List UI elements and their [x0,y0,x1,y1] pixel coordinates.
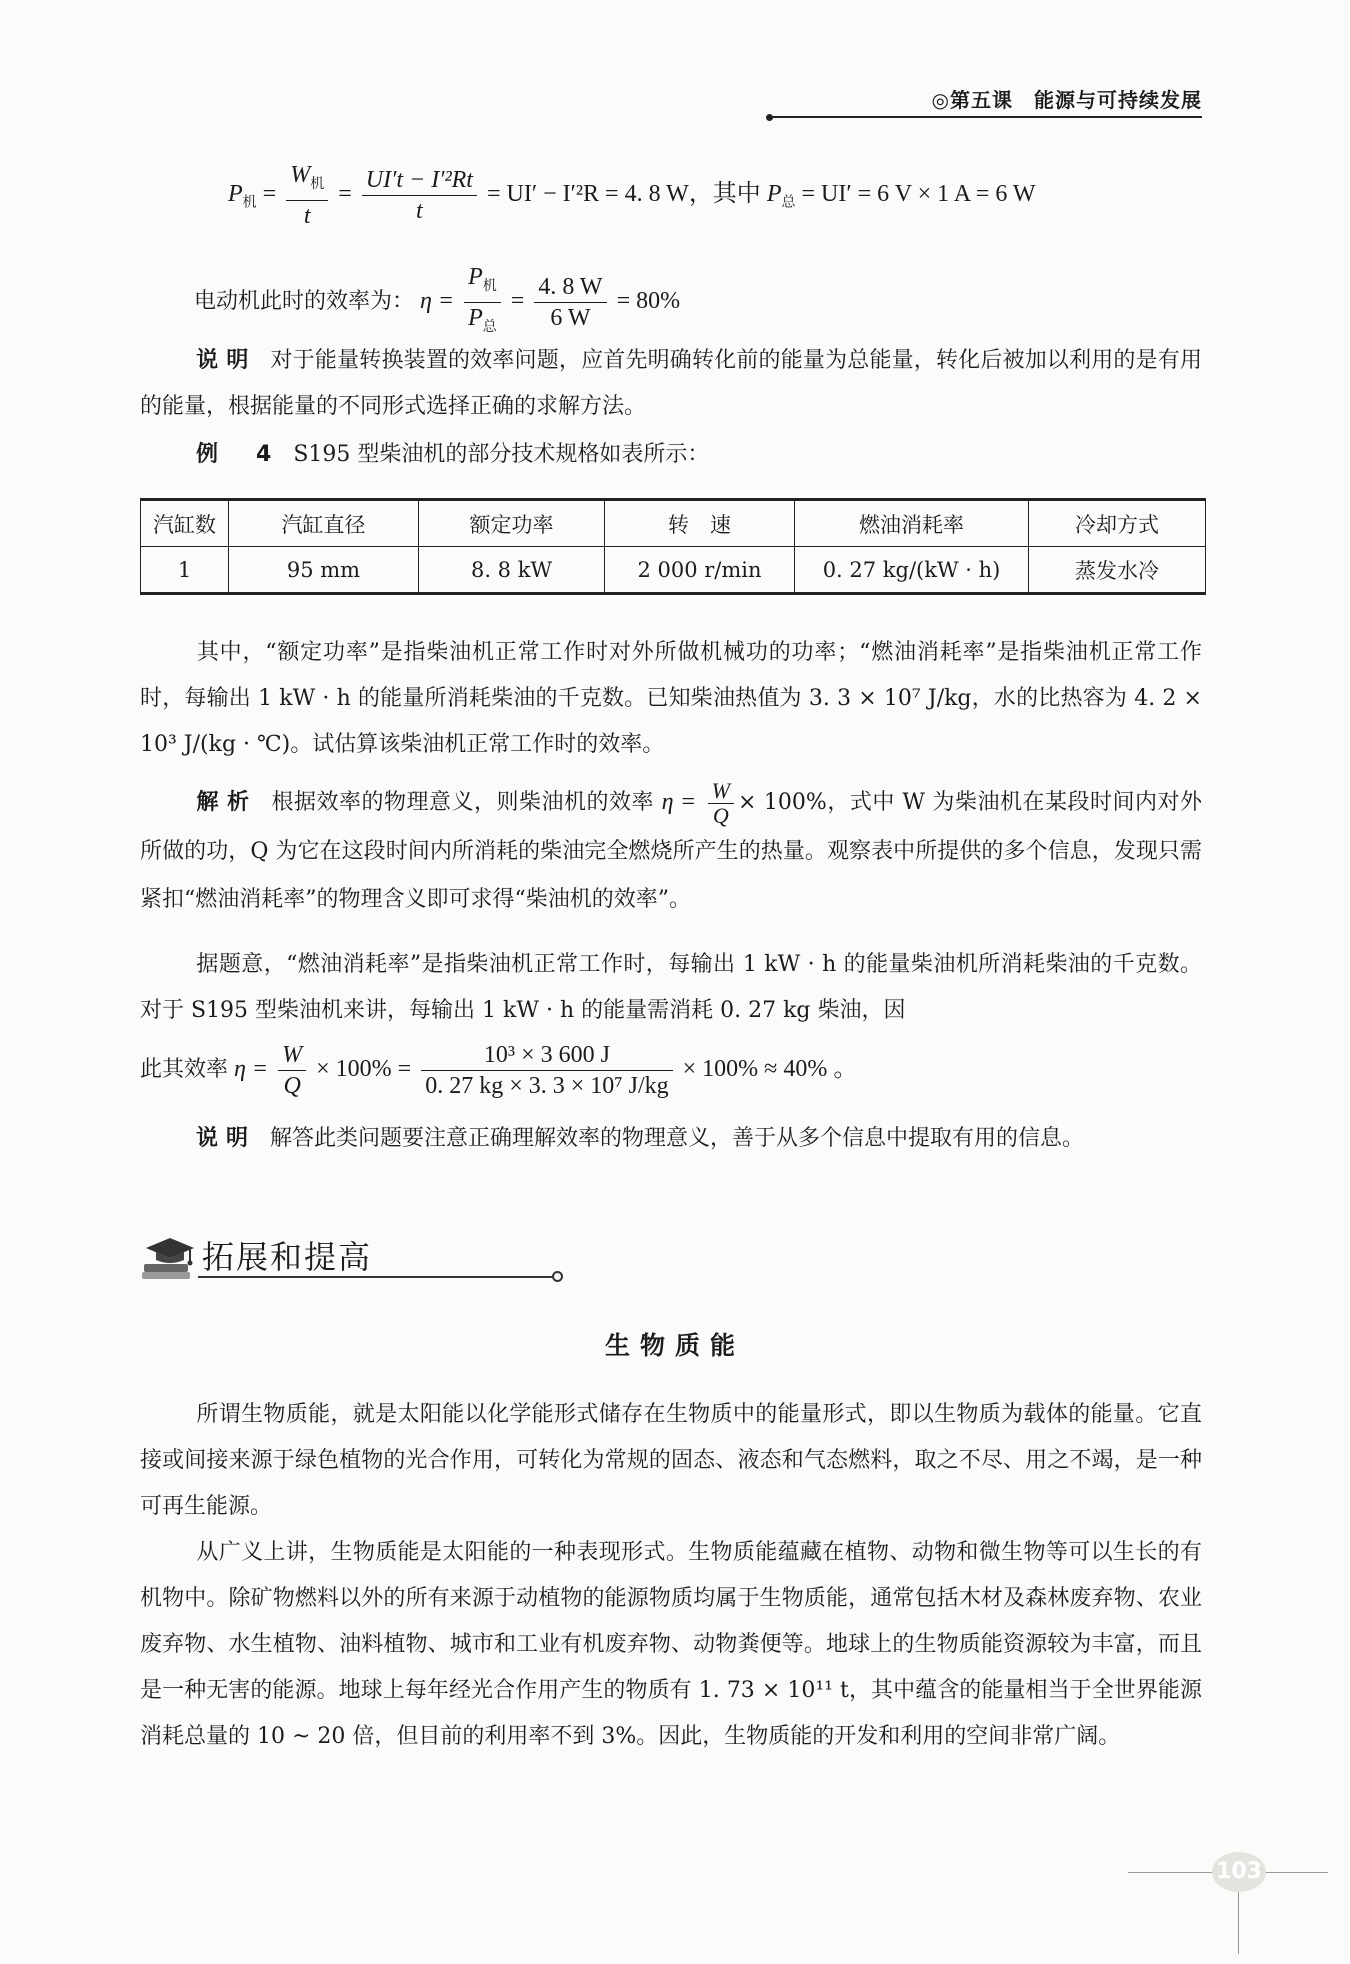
formula-mid: × 100% = [316,1056,412,1083]
symbol-p: P [468,304,483,331]
symbol-eta: η = [661,789,697,815]
table-header-cell: 汽缸数 [141,500,229,547]
header-rule [770,116,1202,118]
table-header-cell: 冷却方式 [1029,500,1206,547]
table-cell: 1 [141,547,229,594]
table-header-row [141,500,1206,547]
formula-diesel-efficiency [140,1040,857,1101]
section-circle [552,1271,563,1282]
symbol-t: t [416,197,423,224]
symbol-q: Q [283,1073,301,1099]
solution [140,942,1202,1034]
page-number: 103 [1212,1852,1266,1892]
denominator: 0. 27 kg × 3. 3 × 10⁷ J/kg [425,1073,669,1099]
table-header-cell: 汽缸直径 [229,500,419,547]
subscript: 机 [482,278,497,294]
table-cell: 2 000 r/min [605,547,795,594]
table-cell: 0. 27 kg/(kW · h) [795,547,1029,594]
example-4 [140,432,1202,478]
numerator: 4. 8 W [534,272,606,303]
symbol-w: W [290,162,311,188]
paragraph-text: 其中，“额定功率”是指柴油机正常工作时对外所做机械功的功率；“燃油消耗率”是指柴油机正常工作时，每输出 1 kW · h 的能量所消耗柴油的千克数。已知柴油热值为 3. 3 × 10⁷ J/kg，水的比热容为 4. 2 × 10³ J/(kg · ℃)。试估算该柴油机正常工作时的效率。 [140,640,1202,757]
formula-power: $P_机$ = $\frac{W_机}{t}$ = $\frac{\text{UI′t − I′²Rt}}{t}$ = UI′ − I′²R = 4. 8 W，其中 $P_总 = UI' = 6$ V × 1 A = 6 W [228,162,1036,229]
denominator: 6 W [550,304,591,331]
fraction-values [421,1040,672,1101]
table-header-cell: 燃油消耗率 [795,500,1029,547]
fraction-values [534,272,606,333]
symbol-q: Q [712,802,729,828]
symbol-p: P [228,180,243,207]
formula-efficiency: 电动机此时的效率为： η = $\frac{P_机}{P_总}$ = $\frac{4. 8 W}{6 W}$ = 80% [194,262,680,343]
subscript: 机 [242,195,257,211]
table-row [141,547,1206,594]
fraction-w-q [278,1040,306,1101]
subscript: 总 [482,319,497,335]
table-cell: 8. 8 kW [419,547,605,594]
section-rule [198,1276,554,1278]
article-title: 生物质能 [604,1331,745,1360]
table-header-cell: 额定功率 [419,500,605,547]
article-paragraph-1 [140,1392,1202,1530]
article-paragraph-2 [140,1530,1202,1760]
fraction-uit [362,165,477,226]
header-dot [766,114,773,121]
analysis-text: 根据效率的物理意义，则柴油机的效率 [271,790,655,815]
page-header [770,84,1202,118]
formula-result: × 100% ≈ 40% 。 [682,1056,858,1083]
note-2 [140,1116,1202,1162]
symbol-p: P [468,264,483,290]
numerator: 10³ × 3 600 J [421,1040,672,1071]
formula-prefix: 此其效率 [140,1057,229,1083]
symbol-eta: η = [420,287,455,314]
symbol-eta: η = [234,1056,269,1083]
table-cell: 95 mm [229,547,419,594]
graduation-cap-books-icon [140,1230,198,1282]
note-1 [140,338,1202,430]
note-label: 说明 [196,1126,257,1151]
note-text: 对于能量转换装置的效率问题，应首先明确转化前的能量为总能量，转化后被加以利用的是有用的能量，根据能量的不同形式选择正确的求解方法。 [140,348,1202,419]
example-text: S195 型柴油机的部分技术规格如表所示： [293,442,710,467]
paragraph-text: 据题意，“燃油消耗率”是指柴油机正常工作时，每输出 1 kW · h 的能量柴油机所消耗柴油的千克数。对于 S195 型柴油机来讲，每输出 1 kW · h 的能量需消耗 0. 27 kg 柴油，因 [140,952,1202,1023]
fraction-w-q [708,779,734,828]
symbol-t: t [303,202,311,229]
formula-result: = UI′ − I′²R = 4. 8 W，其中 [486,180,761,207]
formula-prefix: 电动机此时的效率为： [194,288,415,314]
fraction-p [464,262,501,343]
analysis [140,778,1202,924]
paragraph-text: 所谓生物质能，就是太阳能以化学能形式储存在生物质中的能量形式，即以生物质为载体的能量。它直接或间接来源于绿色植物的光合作用，可转化为常规的固态、液态和气态燃料，取之不尽、用之不竭，是一种可再生能源。 [140,1402,1202,1519]
note-text: 解答此类问题要注意正确理解效率的物理意义，善于从多个信息中提取有用的信息。 [270,1126,1085,1151]
numerator: UI′t − I′²Rt [365,166,473,193]
section-title: 拓展和提高 [202,1238,373,1276]
symbol-p-total: P [766,180,782,207]
subscript: 机 [310,176,325,192]
note-label: 说明 [196,348,257,373]
spec-table [140,498,1206,595]
fraction-w-t [286,160,328,231]
paragraph-text: 从广义上讲，生物质能是太阳能的一种表现形式。生物质能蕴藏在植物、动物和微生物等可以生长的有机物中。除矿物燃料以外的所有来源于动植物的能源物质均属于生物质能，通常包括木材及森林废弃物、农业废弃物、水生植物、油料植物、城市和工业有机废弃物、动物粪便等。地球上的生物质能资源较为丰富，而且是一种无害的能源。地球上每年经光合作用产生的物质有 1. 73 × 10¹¹ t，其中蕴含的能量相当于全世界能源消耗总量的 10 ~ 20 倍，但目前的利用率不到 3%。因此，生物质能的开发和利用的空间非常广阔。 [140,1540,1202,1749]
symbol-w: W [711,777,730,803]
example-explanation [140,630,1202,768]
formula-total: = UI′ = 6 V × 1 A = 6 W [801,180,1036,207]
symbol-w: W [282,1042,303,1068]
example-label: 例 4 [196,442,280,467]
analysis-label: 解析 [196,790,258,815]
analysis-text: × 100%，式中 W 为柴油机在某段时间内对外所做的功，Q 为它在这段时间内所消耗的柴油完全燃烧所产生的热量。观察表中所提供的多个信息，发现只需紧扣“燃油消耗率”的物理含义即可求得“柴油机的效率”。 [140,790,1202,912]
header-title: ◎第五课 能源与可持续发展 [931,88,1202,112]
section-header [140,1226,440,1284]
table-header-cell: 转 速 [605,500,795,547]
table-cell: 蒸发水冷 [1029,547,1206,594]
formula-result: = 80% [616,287,681,314]
subscript: 总 [781,195,796,211]
